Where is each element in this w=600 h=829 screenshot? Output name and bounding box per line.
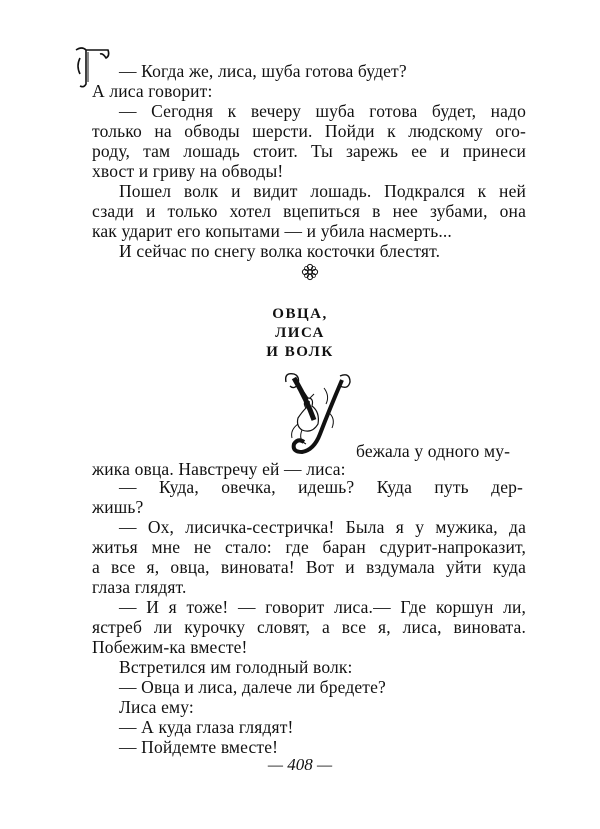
- text-line: — Куда, овечка, идешь? Куда путь дер-: [119, 477, 523, 497]
- text-line: — Овца и лиса, далече ли бредете?: [119, 677, 386, 697]
- text-line: — А куда глаза глядят!: [119, 717, 294, 737]
- text-line: житья мне не стало: где баран сдурит-напроказит,: [92, 537, 526, 557]
- story-title-line: И ВОЛК: [266, 344, 334, 360]
- text-line: — Ох, лисичка-сестричка! Была я у мужика, да: [119, 517, 526, 537]
- decorative-initial-u-icon: [280, 368, 354, 460]
- text-line: как ударит его копытами — и убила насмерть...: [92, 221, 452, 241]
- text-line: ястреб ли курочку словят, а все я, лиса, виновата.: [92, 617, 526, 637]
- text-line: жика овца. Навстречу ей — лиса:: [92, 459, 346, 479]
- text-line: Побежим-ка вместе!: [92, 637, 248, 657]
- page-number: — 408 —: [267, 755, 333, 774]
- text-line: Встретился им голодный волк:: [119, 657, 353, 677]
- text-line: бежала у одного му-: [356, 441, 511, 461]
- text-line: глаза глядят.: [92, 577, 187, 597]
- flower-ornament-icon: [301, 263, 319, 281]
- text-line: А лиса говорит:: [92, 81, 213, 101]
- text-line: сзади и только хотел вцепиться в нее зубами, она: [92, 201, 526, 221]
- text-line: — И я тоже! — говорит лиса.— Где коршун ли,: [119, 597, 526, 617]
- text-line: а все я, овца, виновата! Вот и вздумала уйти куда: [92, 557, 526, 577]
- text-line: только на обводы шерсти. Пойди к людскому ого-: [92, 121, 526, 141]
- text-line: хвост и гриву на обводы!: [92, 161, 284, 181]
- text-line: роду, там лошадь стоит. Ты зарежь ее и принеси: [92, 141, 526, 161]
- text-line: — Сегодня к вечеру шуба готова будет, надо: [119, 101, 526, 121]
- story-title-line: ОВЦА,: [272, 306, 328, 322]
- text-line: Пошел волк и видит лошадь. Подкрался к ней: [119, 181, 526, 201]
- text-line: жишь?: [92, 497, 144, 517]
- text-line: Лиса ему:: [119, 697, 194, 717]
- story-title-line: ЛИСА: [275, 325, 325, 341]
- text-line: И сейчас по снегу волка косточки блестят.: [119, 241, 441, 261]
- text-line: — Когда же, лиса, шуба готова будет?: [119, 61, 407, 81]
- text-line: — Пойдемте вместе!: [119, 737, 279, 757]
